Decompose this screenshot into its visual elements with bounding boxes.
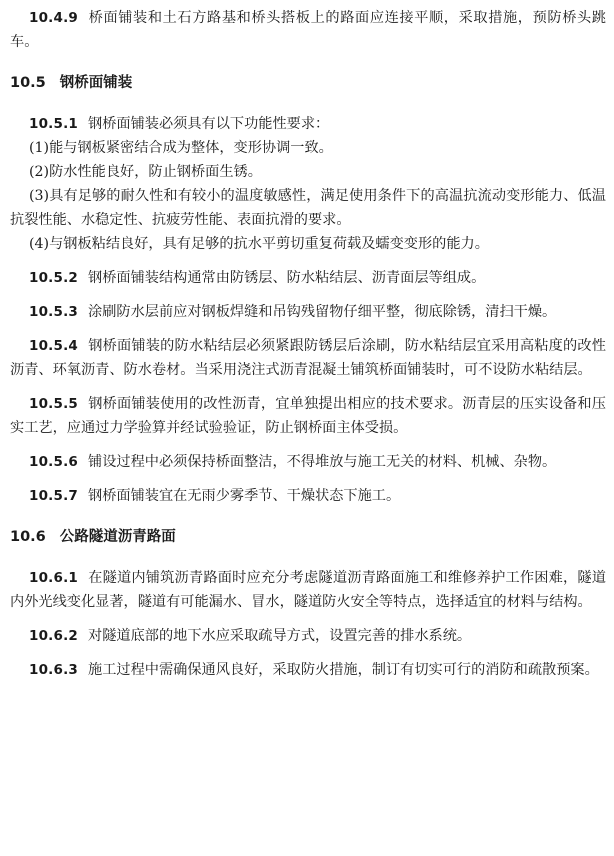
clause-10-6-3 (10, 658, 606, 682)
clause-10-4-9 (10, 6, 606, 54)
section-title: 钢桥面铺装 (59, 75, 133, 91)
document-page (10, 6, 606, 682)
clause-number: 10.5.3 (29, 304, 79, 320)
clause-text: 在隧道内铺筑沥青路面时应充分考虑隧道沥青路面施工和维修养护工作困难，隧道内外光线变化显著，隧道有可能漏水、冒水，隧道防火安全等特点，选择适宜的材料与结构。 (10, 570, 606, 610)
clause-text: 涂刷防水层前应对钢板焊缝和吊钩残留物仔细平整，彻底除锈，清扫干燥。 (88, 304, 557, 320)
clause-number: 10.4.9 (29, 10, 79, 26)
list-item: (4)与钢板粘结良好，具有足够的抗水平剪切重复荷载及蠕变变形的能力。 (29, 236, 489, 252)
clause-number: 10.6.1 (29, 570, 79, 586)
clause-text: 钢桥面铺装的防水粘结层必须紧跟防锈层后涂刷，防水粘结层宜采用高粘度的改性沥青、环氧沥青、防水卷材。当采用浇注式沥青混凝土铺筑桥面铺装时，可不设防水粘结层。 (10, 338, 606, 378)
section-heading-10-5 (10, 71, 606, 95)
clause-10-5-2 (10, 266, 606, 290)
list-item: (2)防水性能良好，防止钢桥面生锈。 (29, 164, 262, 180)
clause-text: 铺设过程中必须保持桥面整洁，不得堆放与施工无关的材料、机械、杂物。 (88, 454, 557, 470)
clause-number: 10.5.1 (29, 116, 79, 132)
clause-10-5-5 (10, 392, 606, 440)
clause-number: 10.5.6 (29, 454, 79, 470)
clause-text: 桥面铺装和土石方路基和桥头搭板上的路面应连接平顺，采取措施，预防桥头跳车。 (10, 10, 606, 50)
clause-number: 10.5.5 (29, 396, 79, 412)
clause-10-5-7 (10, 484, 606, 508)
clause-number: 10.6.2 (29, 628, 79, 644)
clause-text: 钢桥面铺装使用的改性沥青，宜单独提出相应的技术要求。沥青层的压实设备和压实工艺，应通过力学验算并经试验验证，防止钢桥面主体受损。 (10, 396, 606, 436)
clause-number: 10.5.4 (29, 338, 79, 354)
clause-10-5-3 (10, 300, 606, 324)
clause-text: 施工过程中需确保通风良好，采取防火措施，制订有切实可行的消防和疏散预案。 (88, 662, 599, 678)
clause-10-5-6 (10, 450, 606, 474)
clause-10-5-4 (10, 334, 606, 382)
clause-text: 钢桥面铺装必须具有以下功能性要求： (88, 116, 330, 132)
clause-10-6-1 (10, 566, 606, 614)
clause-number: 10.5.7 (29, 488, 79, 504)
clause-10-5-1 (10, 112, 606, 136)
clause-number: 10.6.3 (29, 662, 79, 678)
clause-text: 对隧道底部的地下水应采取疏导方式，设置完善的排水系统。 (88, 628, 472, 644)
section-title: 公路隧道沥青路面 (59, 529, 176, 545)
list-item: (1)能与钢板紧密结合成为整体，变形协调一致。 (29, 140, 333, 156)
section-number: 10.6 (10, 529, 46, 545)
section-number: 10.5 (10, 75, 46, 91)
list-item: (3)具有足够的耐久性和有较小的温度敏感性，满足使用条件下的高温抗流动变形能力、低温抗裂性能、水稳定性、抗疲劳性能、表面抗滑的要求。 (10, 188, 606, 228)
clause-text: 钢桥面铺装宜在无雨少雾季节、干燥状态下施工。 (88, 488, 401, 504)
section-heading-10-6 (10, 525, 606, 549)
clause-text: 钢桥面铺装结构通常由防锈层、防水粘结层、沥青面层等组成。 (88, 270, 486, 286)
clause-10-6-2 (10, 624, 606, 648)
clause-number: 10.5.2 (29, 270, 79, 286)
